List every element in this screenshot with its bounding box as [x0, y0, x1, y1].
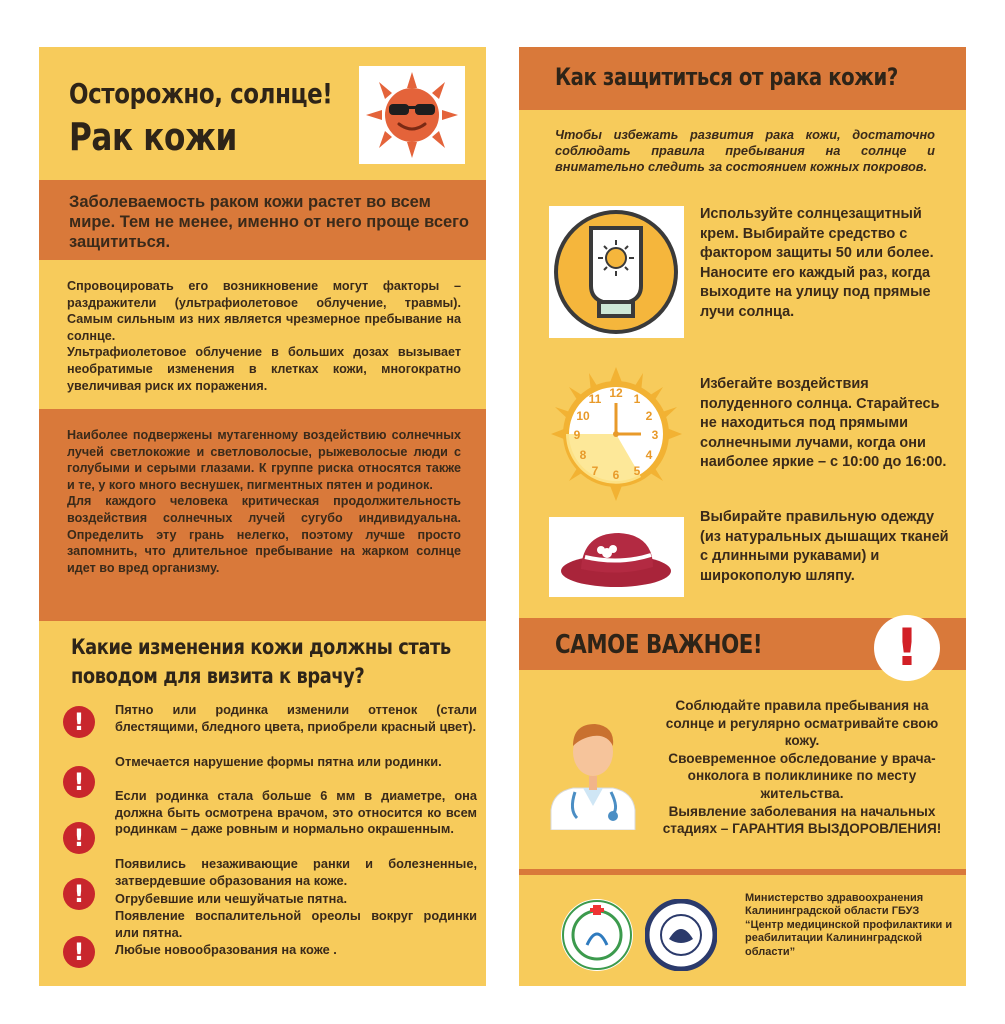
- protect-intro: Чтобы избежать развития рака кожи, достаточно соблюдать правила пребывания на солнце и внимательно следить за состоянием кожных покровов.: [555, 127, 935, 174]
- clock-number: 2: [645, 409, 653, 423]
- symptoms-title: Какие изменения кожи должны стать поводом для визита к врачу?: [71, 635, 451, 688]
- symptoms-list: [63, 702, 477, 1012]
- list-item: Огрубевшие или чешуйчатые пятна.: [115, 891, 348, 906]
- clock-number: 8: [579, 448, 587, 462]
- clock-number: 6: [612, 468, 620, 482]
- warning-icon: !: [63, 878, 95, 910]
- clothing-tip: Выбирайте правильную одежду (из натуральных дышащих тканей с длинными рукавами) и широкополую шляпу.: [700, 509, 949, 584]
- list-item: Любые новообразования на коже .: [115, 942, 337, 957]
- warning-icon: !: [63, 936, 95, 968]
- divider: [519, 869, 966, 875]
- clock-number: 5: [633, 464, 641, 478]
- prevention-center-logo-icon: [645, 899, 717, 971]
- intro-band: [39, 180, 486, 260]
- clock-number: 9: [573, 428, 581, 442]
- clock-number: 4: [645, 448, 653, 462]
- ministry-credit: Министерство здравоохранения Калининградской области ГБУЗ “Центр медицинской профилактики и реабилитации Калининградской области”: [745, 892, 953, 958]
- midday-sun-tip: Избегайте воздействия полуденного солнца. Старайтесь не находиться под прямыми солнечными лучами, когда они наиболее яркие – с 10:00 до 16:00.: [700, 376, 947, 471]
- intro-text: Заболеваемость раком кожи растет во всем мире. Тем не менее, именно от него проще всего защититься.: [69, 193, 469, 251]
- warning-icon: !: [63, 706, 95, 738]
- sunscreen-icon: [549, 206, 684, 338]
- important-title: САМОЕ ВАЖНОЕ!: [555, 630, 763, 660]
- left-panel: [39, 47, 486, 986]
- hat-icon: [549, 517, 684, 597]
- list-item: Отмечается нарушение формы пятна или родинки.: [115, 754, 442, 769]
- list-item: Появились незаживающие ранки и болезненные, затвердевшие образования на коже.: [115, 856, 477, 888]
- clock-number: 1: [633, 392, 641, 406]
- exclamation-icon: !: [874, 615, 940, 681]
- list-item: Появление воспалительной ореолы вокруг родинки или пятна.: [115, 908, 477, 940]
- right-panel: [519, 47, 966, 986]
- clock-number: 11: [588, 392, 602, 406]
- clock-number: 3: [651, 428, 659, 442]
- health-logo-icon: [561, 899, 633, 971]
- risk-paragraph: Наиболее подвержены мутагенному воздействию солнечных лучей светлокожие и светловолосые, рыжеволосые люди с голубыми и серыми глазами. К группе риска относятся также и те, у кого много веснушек, пигментных пятен и родинок. Для каждого человека критическая продолжительность воздействия солнечных лучей сугубо индивидуальна. Определить эту грань нелегко, поэтому лучше просто запомнить, что длительное пребывание на жарком солнце идет во вред организму.: [67, 428, 461, 575]
- protect-header: [519, 47, 966, 110]
- clock-number: 10: [576, 409, 590, 423]
- clock-number: 12: [609, 386, 623, 400]
- protect-title: Как защититься от рака кожи?: [555, 63, 898, 91]
- page-title: Осторожно, солнце!: [69, 77, 333, 110]
- sunscreen-tip: Используйте солнцезащитный крем. Выбирайте средство с фактором защиты 50 или более. Наносите его каждый раз, когда выходите на улицу под прямые лучи солнца.: [700, 206, 934, 320]
- sun-sunglasses-icon: [359, 66, 465, 164]
- final-advice: Соблюдайте правила пребывания на солнце и регулярно осматривайте свою кожу. Своевременное обследование у врача-онколога в поликлинике по месту жительства. Выявление заболевания на начальных стадиях – ГАРАНТИЯ ВЫЗДОРОВЛЕНИЯ!: [662, 698, 942, 837]
- warning-icon: !: [63, 822, 95, 854]
- clock-number: 7: [591, 464, 599, 478]
- clock-sun-icon: [549, 365, 684, 503]
- causes-paragraph: Спровоцировать его возникновение могут факторы – раздражители (ультрафиолетовое облучение, травмы). Самым сильным из них является чрезмерное пребывание на солнце. Ультрафиолетовое облучение в больших дозах вызывает необратимые изменения в клетках кожи, многократно увеличивая риск их поражения.: [67, 279, 461, 393]
- list-item: Если родинка стала больше 6 мм в диаметре, она должна быть осмотрена врачом, это относится ко всем родинкам – даже ровным и нормально окрашенным.: [115, 788, 477, 837]
- doctor-icon: [543, 710, 643, 830]
- list-item: Пятно или родинка изменили оттенок (стали блестящими, бледного цвета, приобрели красный цвет).: [115, 702, 477, 734]
- warning-icon: !: [63, 766, 95, 798]
- page-subtitle: Рак кожи: [69, 115, 237, 159]
